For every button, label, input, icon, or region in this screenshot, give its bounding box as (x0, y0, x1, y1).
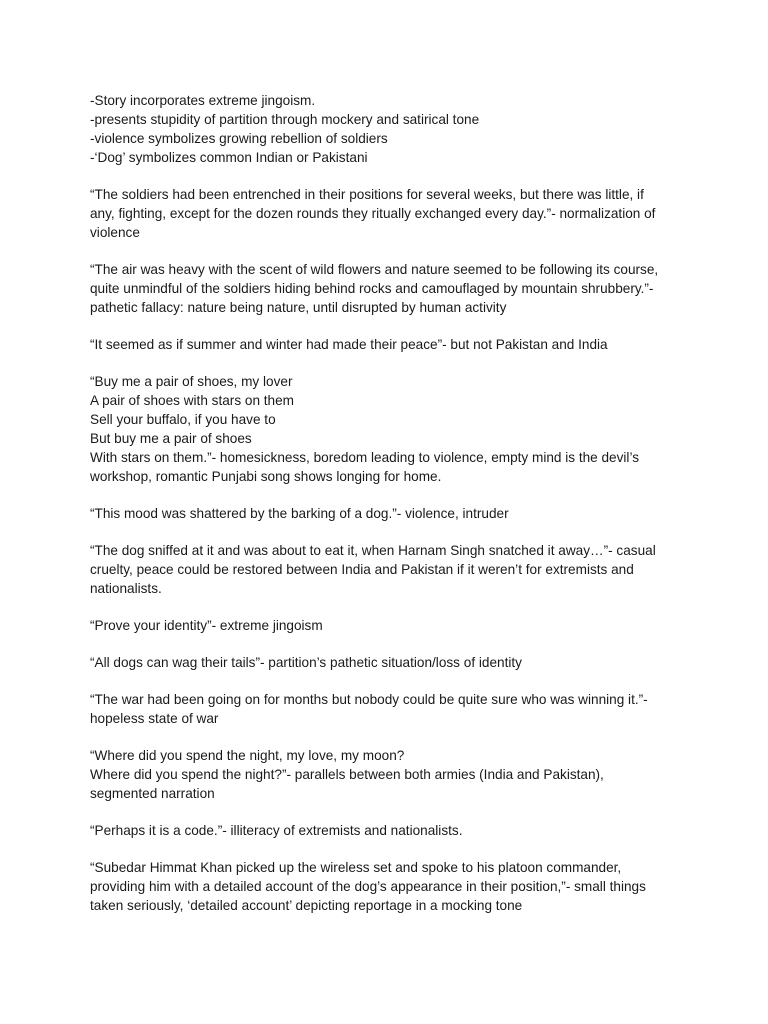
text-line: taken seriously, ‘detailed account’ depicting reportage in a mocking tone (90, 898, 523, 913)
text-line: With stars on them.”- homesickness, boredom leading to violence, empty mind is the devil’s (90, 450, 640, 465)
paragraph-7 (90, 541, 690, 598)
text-line: violence (90, 225, 140, 240)
text-line: Sell your buffalo, if you have to (90, 412, 276, 427)
text-line: A pair of shoes with stars on them (90, 393, 295, 408)
document-page (90, 91, 690, 933)
text-line: quite unmindful of the soldiers hiding behind rocks and camouflaged by mountain shrubbery.”- (90, 281, 654, 296)
paragraph-9 (90, 653, 690, 672)
paragraph-2 (90, 185, 690, 242)
text-line: segmented narration (90, 786, 215, 801)
text-line: hopeless state of war (90, 711, 219, 726)
paragraph-1 (90, 91, 690, 167)
text-line: “Subedar Himmat Khan picked up the wireless set and spoke to his platoon commander, (90, 860, 622, 875)
paragraph-8 (90, 616, 690, 635)
text-line: providing him with a detailed account of the dog’s appearance in their position,”- small things (90, 879, 646, 894)
text-line: -presents stupidity of partition through mockery and satirical tone (90, 112, 480, 127)
text-line: cruelty, peace could be restored between India and Pakistan if it weren’t for extremists and (90, 562, 634, 577)
paragraph-11 (90, 746, 690, 803)
paragraph-3 (90, 260, 690, 317)
paragraph-13 (90, 858, 690, 915)
text-line: -Story incorporates extreme jingoism. (90, 93, 316, 108)
text-line: “Buy me a pair of shoes, my lover (90, 374, 293, 389)
text-line: “All dogs can wag their tails”- partition’s pathetic situation/loss of identity (90, 655, 522, 670)
text-line: “The war had been going on for months but nobody could be quite sure who was winning it.”- (90, 692, 648, 707)
text-line: workshop, romantic Punjabi song shows longing for home. (90, 469, 442, 484)
text-line: “It seemed as if summer and winter had made their peace”- but not Pakistan and India (90, 337, 608, 352)
paragraph-12 (90, 821, 690, 840)
text-line: -‘Dog’ symbolizes common Indian or Pakistani (90, 150, 368, 165)
paragraph-5 (90, 372, 690, 486)
text-line: But buy me a pair of shoes (90, 431, 252, 446)
text-line: -violence symbolizes growing rebellion of soldiers (90, 131, 388, 146)
text-line: “Prove your identity”- extreme jingoism (90, 618, 323, 633)
text-line: Where did you spend the night?”- parallels between both armies (India and Pakistan), (90, 767, 604, 782)
text-line: “Where did you spend the night, my love, my moon? (90, 748, 405, 763)
text-line: “The soldiers had been entrenched in their positions for several weeks, but there was little, if (90, 187, 644, 202)
text-line: “This mood was shattered by the barking of a dog.”- violence, intruder (90, 506, 509, 521)
text-line: pathetic fallacy: nature being nature, until disrupted by human activity (90, 300, 507, 315)
paragraph-10 (90, 690, 690, 728)
text-line: “The dog sniffed at it and was about to eat it, when Harnam Singh snatched it away…”- casual (90, 543, 656, 558)
text-line: nationalists. (90, 581, 162, 596)
paragraph-4 (90, 335, 690, 354)
text-line: “The air was heavy with the scent of wild flowers and nature seemed to be following its course, (90, 262, 659, 277)
text-line: “Perhaps it is a code.”- illiteracy of extremists and nationalists. (90, 823, 463, 838)
paragraph-6 (90, 504, 690, 523)
text-line: any, fighting, except for the dozen rounds they ritually exchanged every day.”- normalization of (90, 206, 656, 221)
